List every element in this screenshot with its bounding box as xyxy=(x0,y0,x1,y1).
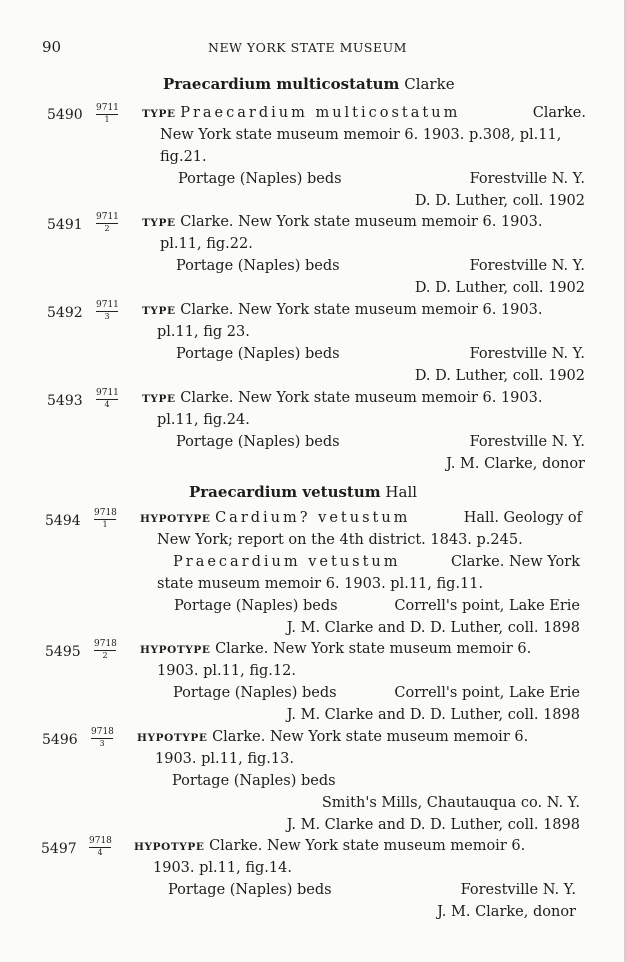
collector: J. M. Clarke and D. D. Luther, coll. 1898 xyxy=(286,707,580,723)
formation: Portage (Naples) beds xyxy=(173,685,337,701)
collector: J. M. Clarke and D. D. Luther, coll. 1898 xyxy=(286,620,580,636)
entry-line: HYPOTYPE Clarke. New York state museum memoir 6. xyxy=(140,641,532,657)
collection-fraction: $\frac{9718}{4}$ xyxy=(89,836,112,857)
collection-fraction: $\frac{9711}{3}$ xyxy=(96,300,119,321)
entry-line: pl.11, fig 23. xyxy=(157,324,250,340)
entry-line: pl.11, fig.22. xyxy=(160,236,253,252)
entry-line: fig.21. xyxy=(160,149,207,165)
catalog-number: 5492 xyxy=(47,305,83,321)
genus-species: Praecardium vetustum xyxy=(189,483,381,501)
catalog-number: 5496 xyxy=(42,732,78,748)
locality: Correll's point, Lake Erie xyxy=(394,685,580,701)
locality: Forestville N. Y. xyxy=(469,171,585,187)
entry-line: pl.11, fig.24. xyxy=(157,412,250,428)
locality: Forestville N. Y. xyxy=(469,346,585,362)
entry-line: 1903. pl.11, fig.12. xyxy=(157,663,296,679)
collector: J. M. Clarke and D. D. Luther, coll. 1898 xyxy=(286,817,580,833)
catalog-number: 5497 xyxy=(41,841,77,857)
entry-line: TYPE Praecardium multicostatum Clarke. xyxy=(142,105,586,121)
section-heading xyxy=(189,485,417,500)
formation: Portage (Naples) beds xyxy=(176,434,340,450)
entry-line: HYPOTYPE Clarke. New York state museum memoir 6. xyxy=(137,729,529,745)
catalog-number: 5493 xyxy=(47,393,83,409)
collector: D. D. Luther, coll. 1902 xyxy=(414,193,585,209)
collection-fraction: $\frac{9711}{4}$ xyxy=(96,388,119,409)
locality: Smith's Mills, Chautauqua co. N. Y. xyxy=(321,795,580,811)
formation: Portage (Naples) beds xyxy=(172,773,336,789)
entry-line: state museum memoir 6. 1903. pl.11, fig.11. xyxy=(157,576,484,592)
page-number: 90 xyxy=(42,38,62,56)
locality: Forestville N. Y. xyxy=(469,258,585,274)
section-heading xyxy=(163,77,455,92)
locality: Correll's point, Lake Erie xyxy=(394,598,580,614)
formation: Portage (Naples) beds xyxy=(168,882,332,898)
collection-fraction: $\frac{9718}{3}$ xyxy=(91,727,114,748)
entry-line: TYPE Clarke. New York state museum memoir 6. 1903. xyxy=(142,390,543,406)
formation: Portage (Naples) beds xyxy=(178,171,342,187)
collection-fraction: $\frac{9711}{2}$ xyxy=(96,212,119,233)
collection-fraction: $\frac{9711}{1}$ xyxy=(96,103,119,124)
catalog-number: 5490 xyxy=(47,107,83,123)
running-title: NEW YORK STATE MUSEUM xyxy=(208,40,407,55)
collection-fraction: $\frac{9718}{1}$ xyxy=(94,508,117,529)
collector: D. D. Luther, coll. 1902 xyxy=(414,280,585,296)
catalog-number: 5495 xyxy=(45,644,81,660)
locality: Forestville N. Y. xyxy=(460,882,576,898)
entry-line: HYPOTYPE Cardium? vetustum Hall. Geology of xyxy=(140,510,582,526)
collector: D. D. Luther, coll. 1902 xyxy=(414,368,585,384)
section-author: Clarke xyxy=(404,75,455,93)
entry-line: HYPOTYPE Clarke. New York state museum memoir 6. xyxy=(134,838,526,854)
formation: Portage (Naples) beds xyxy=(176,346,340,362)
catalog-number: 5491 xyxy=(47,217,83,233)
entry-line: 1903. pl.11, fig.13. xyxy=(155,751,294,767)
collection-fraction: $\frac{9718}{2}$ xyxy=(94,639,117,660)
locality: Forestville N. Y. xyxy=(469,434,585,450)
collector: J. M. Clarke, donor xyxy=(437,904,576,920)
entry-line: New York state museum memoir 6. 1903. p.308, pl.11, xyxy=(160,127,562,143)
entry-line: TYPE Clarke. New York state museum memoir 6. 1903. xyxy=(142,302,543,318)
section-author: Hall xyxy=(385,483,418,501)
genus-species: Praecardium multicostatum xyxy=(163,75,400,93)
entry-line: New York; report on the 4th district. 1843. p.245. xyxy=(157,532,523,548)
formation: Portage (Naples) beds xyxy=(176,258,340,274)
collector: J. M. Clarke, donor xyxy=(446,456,585,472)
entry-line: 1903. pl.11, fig.14. xyxy=(153,860,292,876)
entry-line: Praecardium vetustum Clarke. New York xyxy=(173,554,580,570)
formation: Portage (Naples) beds xyxy=(174,598,338,614)
catalog-number: 5494 xyxy=(45,513,81,529)
entry-line: TYPE Clarke. New York state museum memoir 6. 1903. xyxy=(142,214,543,230)
